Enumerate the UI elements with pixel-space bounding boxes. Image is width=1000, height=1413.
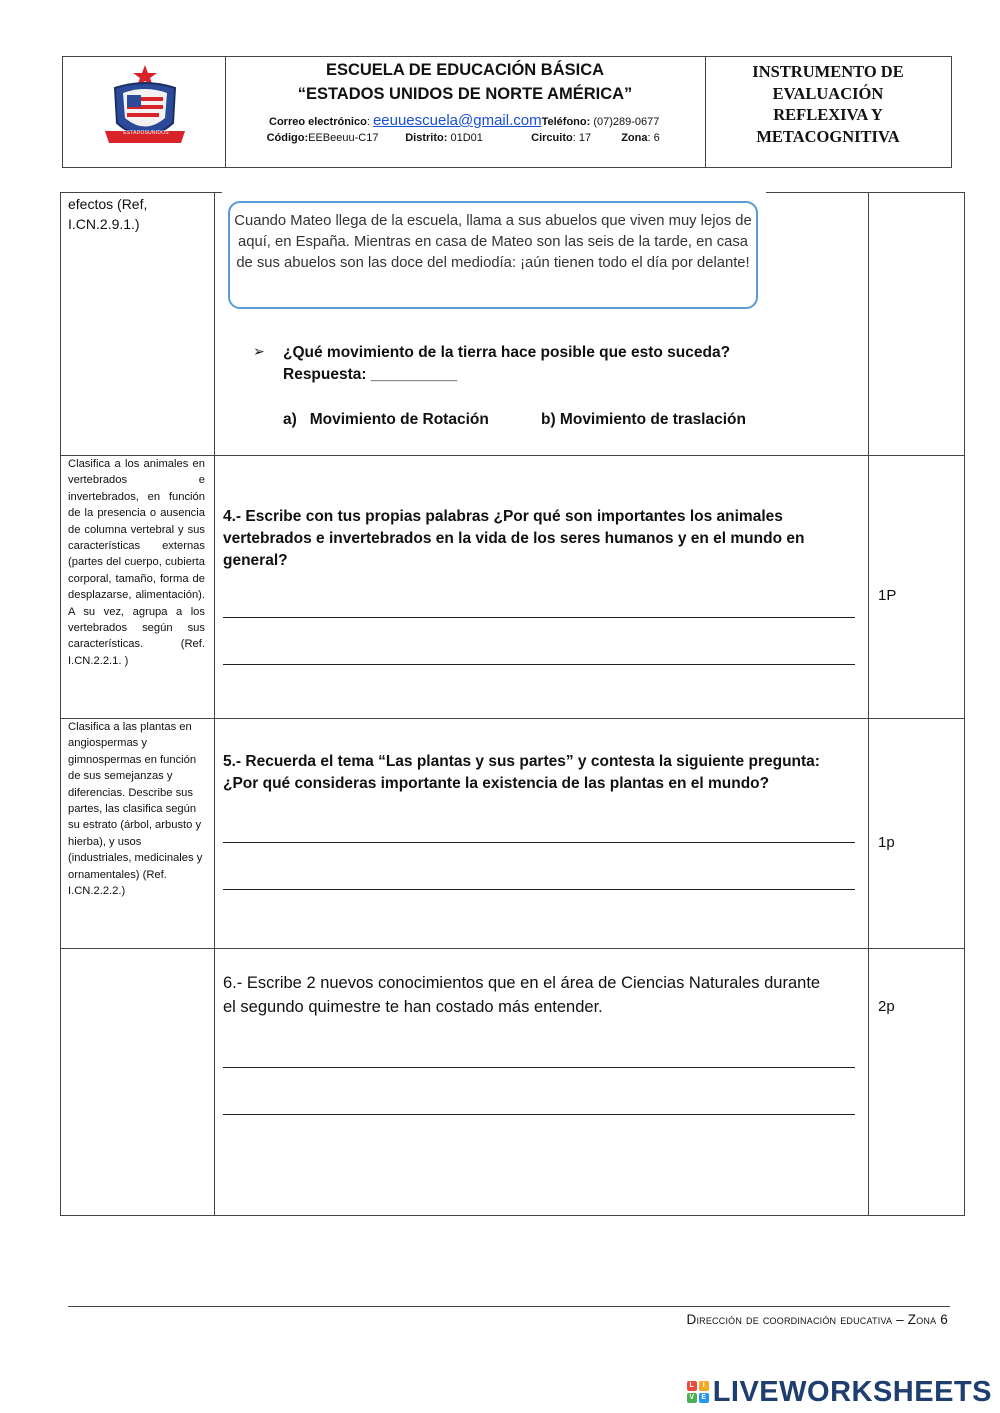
option-a[interactable]: a) Movimiento de Rotación: [283, 411, 489, 428]
email-label: Correo electrónico: [269, 116, 367, 128]
story-box: Cuando Mateo llega de la escuela, llama a sus abuelos que viven muy lejos de aquí, en España. Mientras en casa de Mateo son las seis de la tarde, en casa de sus abuelos son las doce del mediodía: ¡aún tienen todo el día por delante!: [228, 201, 758, 309]
school-info-cell: [225, 57, 706, 167]
code-value: EEBeeuu-C17: [308, 132, 379, 144]
email-link[interactable]: eeuuescuela@gmail.com: [372, 112, 542, 129]
footer-text: Dirección de coordinación educativa – Zona 6: [686, 1312, 948, 1327]
district-label: Distrito:: [405, 132, 448, 144]
liveworksheets-watermark: [687, 1376, 992, 1408]
column-divider: [868, 192, 869, 1216]
logo-banner-text: ESTADOSUNIDOS: [123, 130, 169, 136]
code-line: Código:EEBeeuu-C17 Distrito: 01D01 Circuito: 17 Zona: 6: [266, 132, 660, 144]
watermark-text: LIVEWORKSHEETS: [712, 1375, 992, 1408]
header-table: [62, 56, 952, 168]
logo-letter: E: [699, 1393, 709, 1403]
answer-blank[interactable]: [223, 664, 855, 665]
district-value: 01D01: [450, 132, 483, 144]
question-5: 5.- Recuerda el tema “Las plantas y sus partes” y contesta la siguiente pregunta: ¿Por qué consideras importante la existencia de las plantas en el mundo?: [223, 753, 820, 792]
zone-value: 6: [653, 132, 660, 144]
phone-label: Teléfono:: [541, 116, 591, 128]
question-3: [283, 342, 843, 386]
points-value: 1P: [878, 587, 897, 604]
contact-line: Correo electrónico: eeuuescuela@gmail.comTeléfono: (07)289-0677: [269, 112, 660, 129]
circuit-value: 17: [578, 132, 592, 144]
logo-letter: L: [687, 1381, 697, 1391]
row2-criterion: Clasifica a los animales en vertebrados e invertebrados, en función de la presencia o ausencia de columna vertebral y sus características externas (partes del cuerpo, cubierta corporal, tamaño, forma de desplazarse, alimentación). A su vez, agrupa a los vertebrados según sus características. (Ref. I.CN.2.2.1. ): [68, 458, 205, 667]
question-4: 4.- Escribe con tus propias palabras ¿Por qué son importantes los animales vertebrados e invertebrados en la vida de los seres humanos y en el mundo en general?: [223, 508, 805, 569]
circuit-label: Circuito: [531, 132, 573, 144]
column-divider: [214, 192, 215, 1216]
row3-criterion: Clasifica a las plantas en angiospermas y gimnospermas en función de sus semejanzas y diferencias. Describe sus partes, las clasifica según su estrato (árbol, arbusto y hierba), y usos (industriales, medicinales y ornamentales) (Ref. I.CN.2.2.2.): [68, 721, 203, 898]
answer-blank[interactable]: [223, 617, 855, 618]
table-border-left: [60, 192, 61, 1216]
table-border-bottom: [60, 1215, 965, 1216]
instrument-title-cell: [705, 57, 951, 167]
school-name-line2: “ESTADOS UNIDOS DE NORTE AMÉRICA”: [297, 85, 633, 103]
phone-value: (07)289-0677: [593, 116, 660, 128]
answer-blank[interactable]: [223, 889, 855, 890]
points-value: 2p: [878, 998, 895, 1015]
logo-cell: [63, 57, 226, 167]
answer-blank[interactable]: [223, 1114, 855, 1115]
zone-label: Zona: [621, 132, 648, 144]
answer-blank[interactable]: [223, 1067, 855, 1068]
points-value: 1p: [878, 834, 895, 851]
option-b[interactable]: b) Movimiento de traslación: [541, 411, 746, 428]
table-border-top-left: [60, 192, 222, 193]
table-border-right: [964, 192, 965, 1216]
footer-divider: [68, 1306, 950, 1307]
logo-letter: V: [687, 1393, 697, 1403]
question-3-line1: ¿Qué movimiento de la tierra hace posible que esto suceda?: [283, 344, 731, 361]
school-name-line1: ESCUELA DE EDUCACIÓN BÁSICA: [325, 61, 605, 79]
answer-blank[interactable]: [223, 842, 855, 843]
table-border-top-right: [766, 192, 965, 193]
liveworksheets-logo-icon: [687, 1381, 709, 1403]
row1-criterion: efectos (Ref, I.CN.2.9.1.): [68, 196, 148, 232]
code-label: Código:: [266, 132, 309, 144]
answer-line[interactable]: Respuesta: __________: [283, 366, 458, 383]
question-6: 6.- Escribe 2 nuevos conocimientos que en el área de Ciencias Naturales durante el segundo quimestre te han costado más entender.: [223, 974, 821, 1016]
logo-letter: I: [699, 1381, 709, 1391]
school-logo: [85, 63, 205, 163]
bullet-icon: ➢: [253, 343, 265, 359]
instrument-title: INSTRUMENTO DE EVALUACIÓN REFLEXIVA Y METACOGNITIVA: [752, 62, 904, 146]
row-divider: [60, 948, 965, 949]
